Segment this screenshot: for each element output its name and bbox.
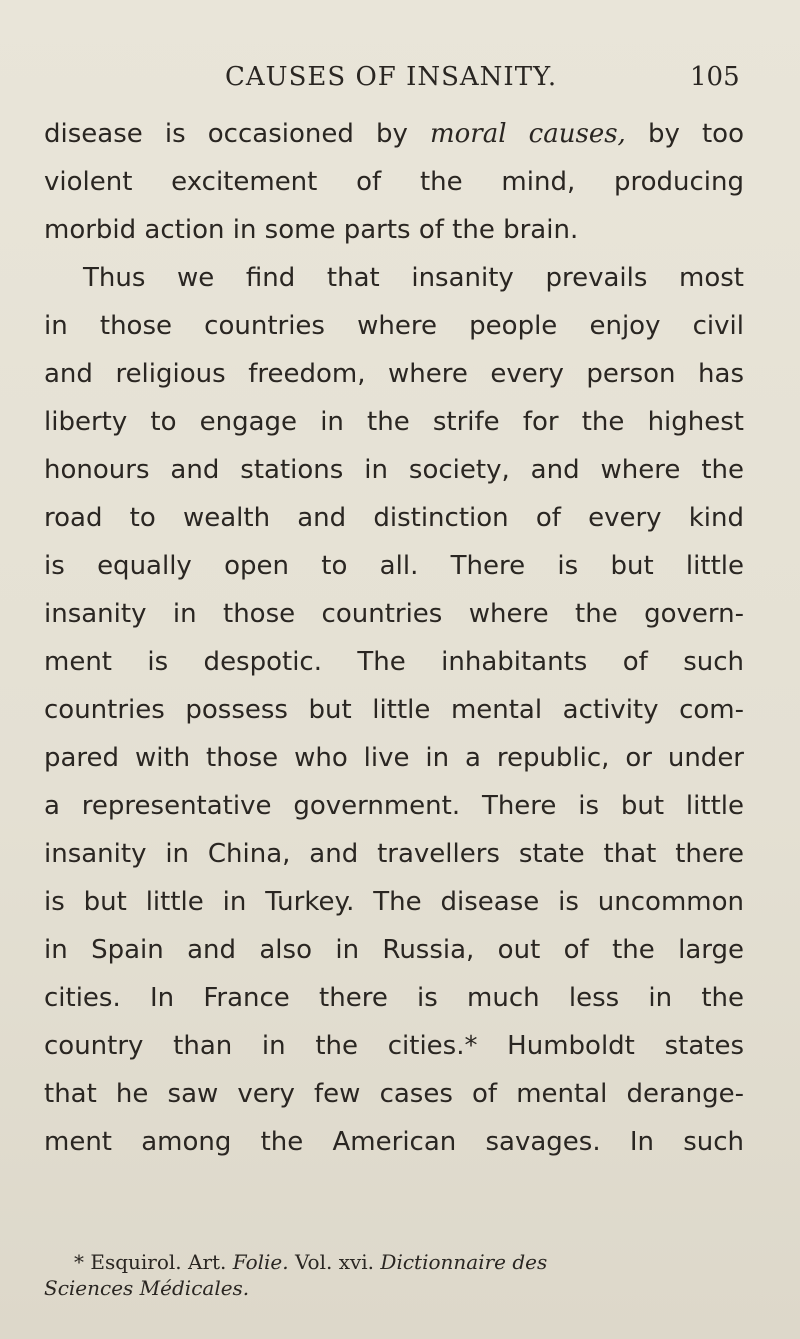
footnote-marker: * xyxy=(74,1250,84,1274)
footnote-line: * Esquirol. Art. Folie. Vol. xvi. Dictionnaire des xyxy=(74,1250,548,1274)
text-line: violent excitement of the mind, producing xyxy=(44,167,744,197)
text-line: and religious freedom, where every person has xyxy=(44,359,744,389)
running-head xyxy=(0,52,800,102)
text-line: that he saw very few cases of mental derange- xyxy=(44,1079,744,1109)
running-title: CAUSES OF INSANITY. xyxy=(225,62,558,92)
text-line: is equally open to all. There is but little xyxy=(44,551,744,581)
text-line: disease is occasioned by moral causes, by too xyxy=(44,119,744,149)
text-line: morbid action in some parts of the brain. xyxy=(44,215,579,245)
text-line: road to wealth and distinction of every kind xyxy=(44,503,744,533)
footnote xyxy=(44,1249,744,1301)
text-line: Thus we find that insanity prevails most xyxy=(83,263,744,293)
text-line: cities. In France there is much less in the xyxy=(44,983,744,1013)
footnote-work-continued: Sciences Médicales. xyxy=(44,1276,250,1300)
footnote-work: Dictionnaire des xyxy=(380,1250,548,1274)
text-line: honours and stations in society, and where the xyxy=(44,455,744,485)
text-line: in those countries where people enjoy civil xyxy=(44,311,744,341)
text-line: a representative government. There is but little xyxy=(44,791,744,821)
text-line: country than in the cities.* Humboldt states xyxy=(44,1031,744,1061)
text-line: in Spain and also in Russia, out of the large xyxy=(44,935,744,965)
text-line: pared with those who live in a republic, or under xyxy=(44,743,744,773)
text-line: ment is despotic. The inhabitants of such xyxy=(44,647,744,677)
footnote-article: Folie. xyxy=(232,1250,289,1274)
text-line: insanity in China, and travellers state that there xyxy=(44,839,744,869)
body-text xyxy=(44,110,744,1166)
text-line: insanity in those countries where the govern- xyxy=(44,599,744,629)
text-line: is but little in Turkey. The disease is uncommon xyxy=(44,887,744,917)
footnote-line xyxy=(44,1275,744,1301)
text-line: ment among the American savages. In such xyxy=(44,1127,744,1157)
text-line: countries possess but little mental activity com- xyxy=(44,695,744,725)
page-number: 105 xyxy=(690,62,740,92)
italic-phrase: moral causes, xyxy=(430,119,626,149)
text-line: liberty to engage in the strife for the highest xyxy=(44,407,744,437)
